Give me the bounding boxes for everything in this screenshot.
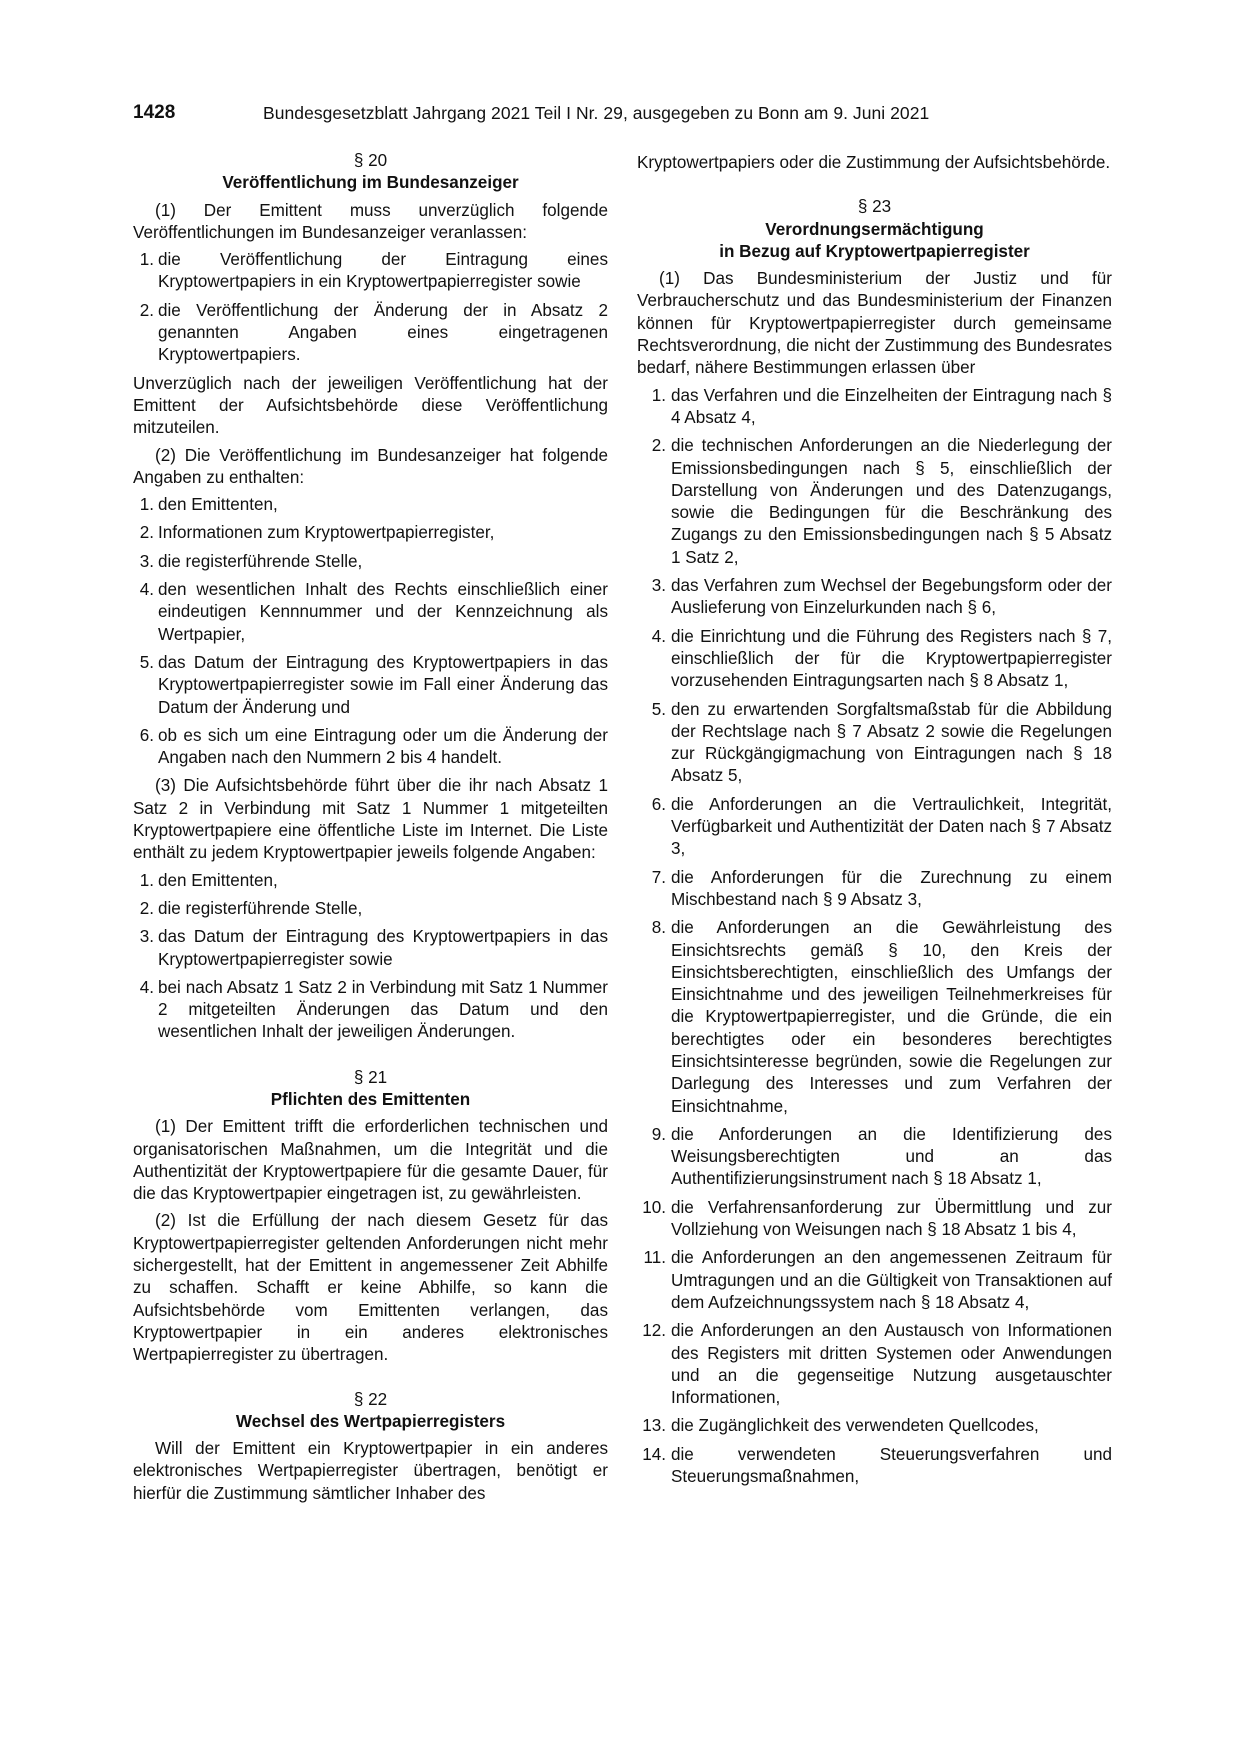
s21-paragraph-1: (1) Der Emittent trifft die erforderlichen technischen und organisatorischen Maßnahmen, um die Integrität und die Authentizität der Kryptowertpapiere für die gesamte Dauer, für die das Kryptowertpapier eingetragen ist, zu gewährleisten. [133, 1117, 608, 1204]
list-item: 2. die Veröffentlichung der Änderung der in Absatz 2 genannten Angaben eines eingetragenen Kryptowertpapiers. [139, 300, 608, 365]
section-23-title-line-1: Verordnungsermächtigung [765, 219, 984, 239]
list-item: 8. die Anforderungen an die Gewährleistung des Einsichtsrechts gemäß § 10, den Kreis der Einsichtsberechtigten, einschließlich des Umfangs der Einsichtnahme und des jeweiligen Teilnehmerkreises für die Kryptowertpapierregister, und die Gründe, die ein berechtigtes oder ein besonderes berechtigtes Einsichtsinteresse begründen, sowie die Regelungen zur Darlegung des Interesses und zum Verfahren der Einsichtnahme, [651, 918, 1112, 1116]
s20-p2-list [133, 494, 608, 769]
list-item: 1. das Verfahren und die Einzelheiten der Eintragung nach § 4 Absatz 4, [651, 385, 1112, 427]
list-item: 1. den Emittenten, [139, 870, 278, 890]
list-item: 2. die technischen Anforderungen an die Niederlegung der Emissionsbedingungen nach § 5, einschließlich der Darstellung von Änderungen und des Datenzugangs, sowie die Bedingungen für die Beschränkung des Zugangs zu den Emissionsbedingungen nach § 5 Absatz 1 Satz 2, [651, 436, 1112, 567]
section-23-title-line-2: in Bezug auf Kryptowertpapierregister [719, 241, 1030, 261]
section-23-number: § 23 [857, 197, 892, 217]
list-item: 1. den Emittenten, [139, 495, 278, 515]
page-header [133, 102, 1113, 128]
s21-paragraph-2: (2) Ist die Erfüllung der nach diesem Gesetz für das Kryptowertpapierregister geltenden Anforderungen nicht mehr sichergestellt, hat der Emittent in angemessener Zeit Abhilfe zu schaffen. Schafft er keine Abhilfe, so kann die Aufsichtsbehörde vom Emittenten verlangen, das Kryptowertpapier in ein anderes elektronisches Wertpapierregister zu übertragen. [133, 1211, 608, 1365]
s20-paragraph-2: (2) Die Veröffentlichung im Bundesanzeiger hat folgende Angaben zu enthalten: [133, 445, 608, 487]
list-item: 4. bei nach Absatz 1 Satz 2 in Verbindung mit Satz 1 Nummer 2 mitgeteilten Änderungen das Datum und den wesentlichen Inhalt der jeweiligen Änderungen. [139, 977, 608, 1042]
list-item: 9. die Anforderungen an die Identifizierung des Weisungsberechtigten und an das Authentifizierungsinstrument nach § 18 Absatz 1, [651, 1124, 1112, 1189]
s22-paragraph-1: Will der Emittent ein Kryptowertpapier in ein anderes elektronisches Wertpapierregister übertragen, benötigt er hierfür die Zustimmung sämtlicher Inhaber des [133, 1439, 608, 1503]
page-number: 1428 [133, 102, 176, 123]
s23-paragraph-1: (1) Das Bundesministerium der Justiz und für Verbraucherschutz und das Bundesministerium der Finanzen können für Kryptowertpapierregister durch gemeinsame Rechtsverordnung, die nicht der Zustimmung des Bundesrates bedarf, nähere Bestimmungen erlassen über [637, 269, 1112, 378]
right-column [637, 152, 1112, 1494]
list-item: 5. den zu erwartenden Sorgfaltsmaßstab für die Abbildung der Rechtslage nach § 7 Absatz 2 sowie die Regelungen zur Rückgängigmachung von Eintragungen nach § 18 Absatz 5, [651, 699, 1112, 786]
list-item: 4. den wesentlichen Inhalt des Rechts einschließlich einer eindeutigen Kennnummer und der Kennzeichnung als Wertpapier, [139, 580, 608, 644]
list-item: 2. die registerführende Stelle, [139, 898, 363, 918]
left-column [133, 150, 608, 1510]
list-item: 1. die Veröffentlichung der Eintragung eines Kryptowertpapiers in ein Kryptowertpapierregister sowie [139, 250, 608, 292]
list-item: 3. das Datum der Eintragung des Kryptowertpapiers in das Kryptowertpapierregister sowie [139, 927, 608, 969]
list-item: 7. die Anforderungen für die Zurechnung zu einem Mischbestand nach § 9 Absatz 3, [651, 867, 1112, 909]
list-item: 13. die Zugänglichkeit des verwendeten Quellcodes, [642, 1416, 1039, 1436]
section-22-title: Wechsel des Wertpapierregisters [235, 1411, 506, 1431]
list-item: 5. das Datum der Eintragung des Kryptowertpapiers in das Kryptowertpapierregister sowie im Fall einer Änderung das Datum der Änderung und [139, 652, 608, 717]
list-item: 2. Informationen zum Kryptowertpapierregister, [139, 523, 495, 543]
s23-list [637, 385, 1112, 1489]
section-22-number: § 22 [353, 1389, 388, 1409]
s20-p1-list [133, 249, 608, 366]
section-20-number: § 20 [353, 151, 388, 170]
list-item: 12. die Anforderungen an den Austausch von Informationen des Registers mit dritten Systemen oder Anwendungen und an die gegenseitige Nutzung ausgetauschter Informationen, [642, 1321, 1112, 1408]
s22-paragraph-1-continued: Kryptowertpapiers oder die Zustimmung der Aufsichtsbehörde. [637, 153, 1111, 172]
list-item: 3. die registerführende Stelle, [139, 551, 363, 571]
list-item: 14. die verwendeten Steuerungsverfahren und Steuerungsmaßnahmen, [642, 1444, 1112, 1487]
s20-paragraph-1-after: Unverzüglich nach der jeweiligen Veröffentlichung hat der Emittent der Aufsichtsbehörde diese Veröffentlichung mitzuteilen. [133, 373, 608, 438]
s20-paragraph-3: (3) Die Aufsichtsbehörde führt über die ihr nach Absatz 1 Satz 2 in Verbindung mit Satz 1 Nummer 1 mitgeteilten Kryptowertpapiere eine öffentliche Liste im Internet. Die Liste enthält zu jedem Kryptowertpapier jeweils folgende Angaben: [133, 776, 608, 863]
list-item: 11. die Anforderungen an den angemessenen Zeitraum für Umtragungen und an die Gültigkeit von Transaktionen auf dem Aufzeichnungssystem nach § 18 Absatz 4, [643, 1248, 1112, 1312]
s20-paragraph-1: (1) Der Emittent muss unverzüglich folgende Veröffentlichungen im Bundesanzeiger veranlassen: [133, 200, 608, 242]
section-21-title: Pflichten des Emittenten [270, 1089, 471, 1109]
list-item: 10. die Verfahrensanforderung zur Übermittlung und zur Vollziehung von Weisungen nach § 18 Absatz 1 bis 4, [642, 1197, 1112, 1240]
list-item: 3. das Verfahren zum Wechsel der Begebungsform oder der Auslieferung von Einzelurkunden nach § 6, [651, 576, 1112, 618]
running-title: Bundesgesetzblatt Jahrgang 2021 Teil I Nr. 29, ausgegeben zu Bonn am 9. Juni 2021 [263, 103, 930, 123]
list-item: 6. ob es sich um eine Eintragung oder um die Änderung der Angaben nach den Nummern 2 bis 4 handelt. [139, 725, 608, 768]
list-item: 6. die Anforderungen an die Vertraulichkeit, Integrität, Verfügbarkeit und Authentizität der Daten nach § 7 Absatz 3, [651, 794, 1112, 859]
section-21-number: § 21 [353, 1067, 388, 1087]
section-20-title: Veröffentlichung im Bundesanzeiger [222, 173, 519, 193]
s20-p3-list [133, 870, 608, 1044]
list-item: 4. die Einrichtung und die Führung des Registers nach § 7, einschließlich der für die Kryptowertpapierregister vorzusehenden Eintragungsarten nach § 8 Absatz 1, [651, 626, 1112, 691]
